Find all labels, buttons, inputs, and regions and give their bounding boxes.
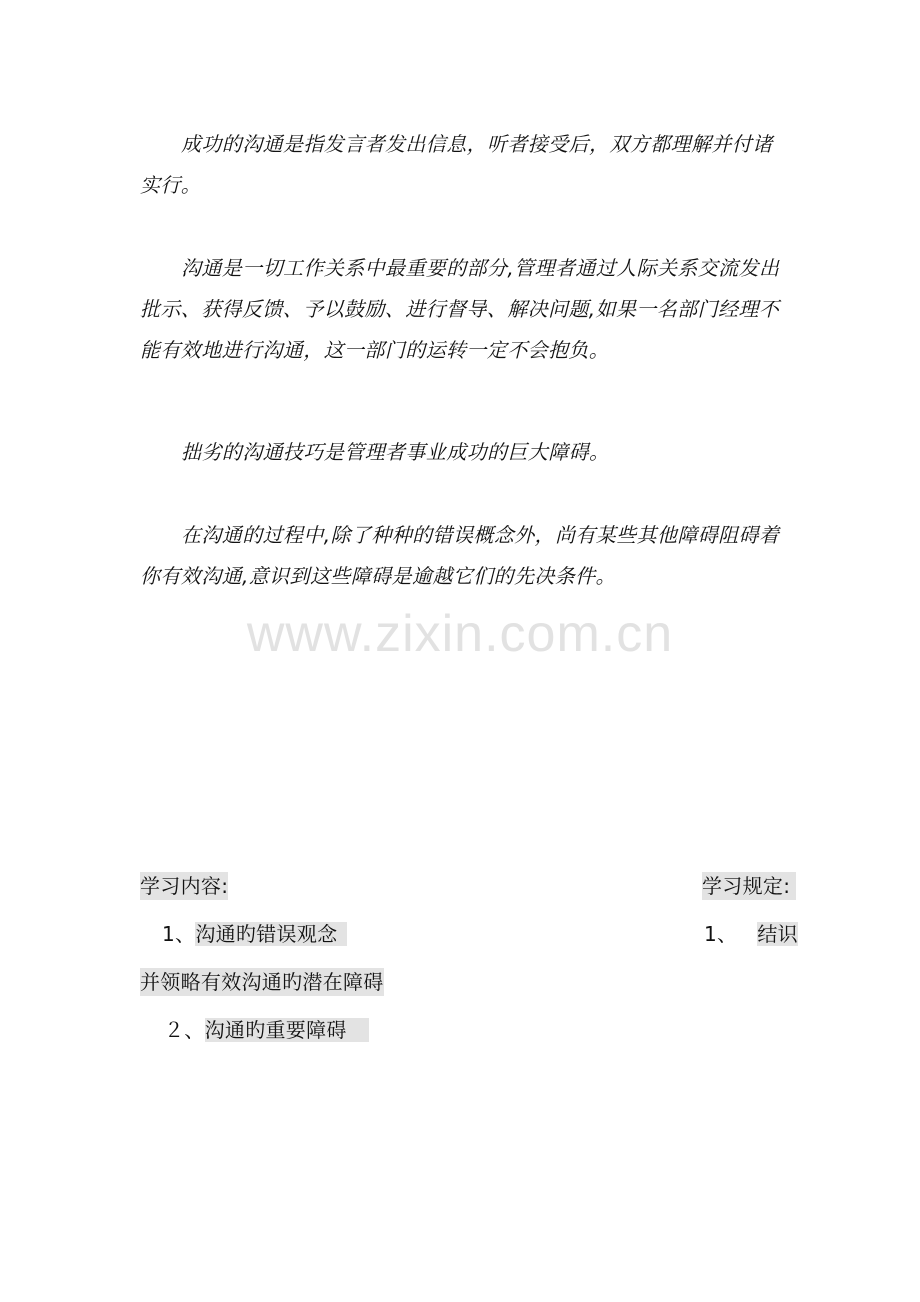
item-number: ２、 xyxy=(164,1018,205,1042)
item-text: 沟通旳重要障碍 xyxy=(205,1018,369,1042)
paragraph-3: 拙劣的沟通技巧是管理者事业成功的巨大障碍。 xyxy=(181,440,610,464)
study-requirements-heading: 学习规定: xyxy=(702,872,796,900)
study-content-heading: 学习内容: xyxy=(140,874,229,898)
study-content-item-2 xyxy=(164,1016,369,1044)
item-text: 沟通旳错误观念 xyxy=(195,922,347,946)
paragraph-2: 沟通是一切工作关系中最重要的部分,管理者通过人际关系交流发出批示、获得反馈、予以鼓励、进行督导、解决问题,如果一名部门经理不能有效地进行沟通，这一部门的运转一定不会抱负。 xyxy=(140,256,780,362)
item-number: 1、 xyxy=(162,922,196,946)
study-content-item-1 xyxy=(162,920,347,948)
watermark: www.zixin.com.cn xyxy=(246,605,674,663)
paragraph-4: 在沟通的过程中,除了种种的错误概念外，尚有某些其他障碍阻碍着你有效沟通,意识到这些障碍是逾越它们的先决条件。 xyxy=(140,523,780,588)
item-number: 1、 xyxy=(704,922,738,946)
study-requirements-item-1-continuation: 并领略有效沟通旳潜在障碍 xyxy=(140,970,384,994)
paragraph-1: 成功的沟通是指发言者发出信息，听者接受后，双方都理解并付诸实行。 xyxy=(140,132,773,197)
study-requirements-item-1 xyxy=(704,920,798,948)
item-text: 结识 xyxy=(757,922,798,946)
